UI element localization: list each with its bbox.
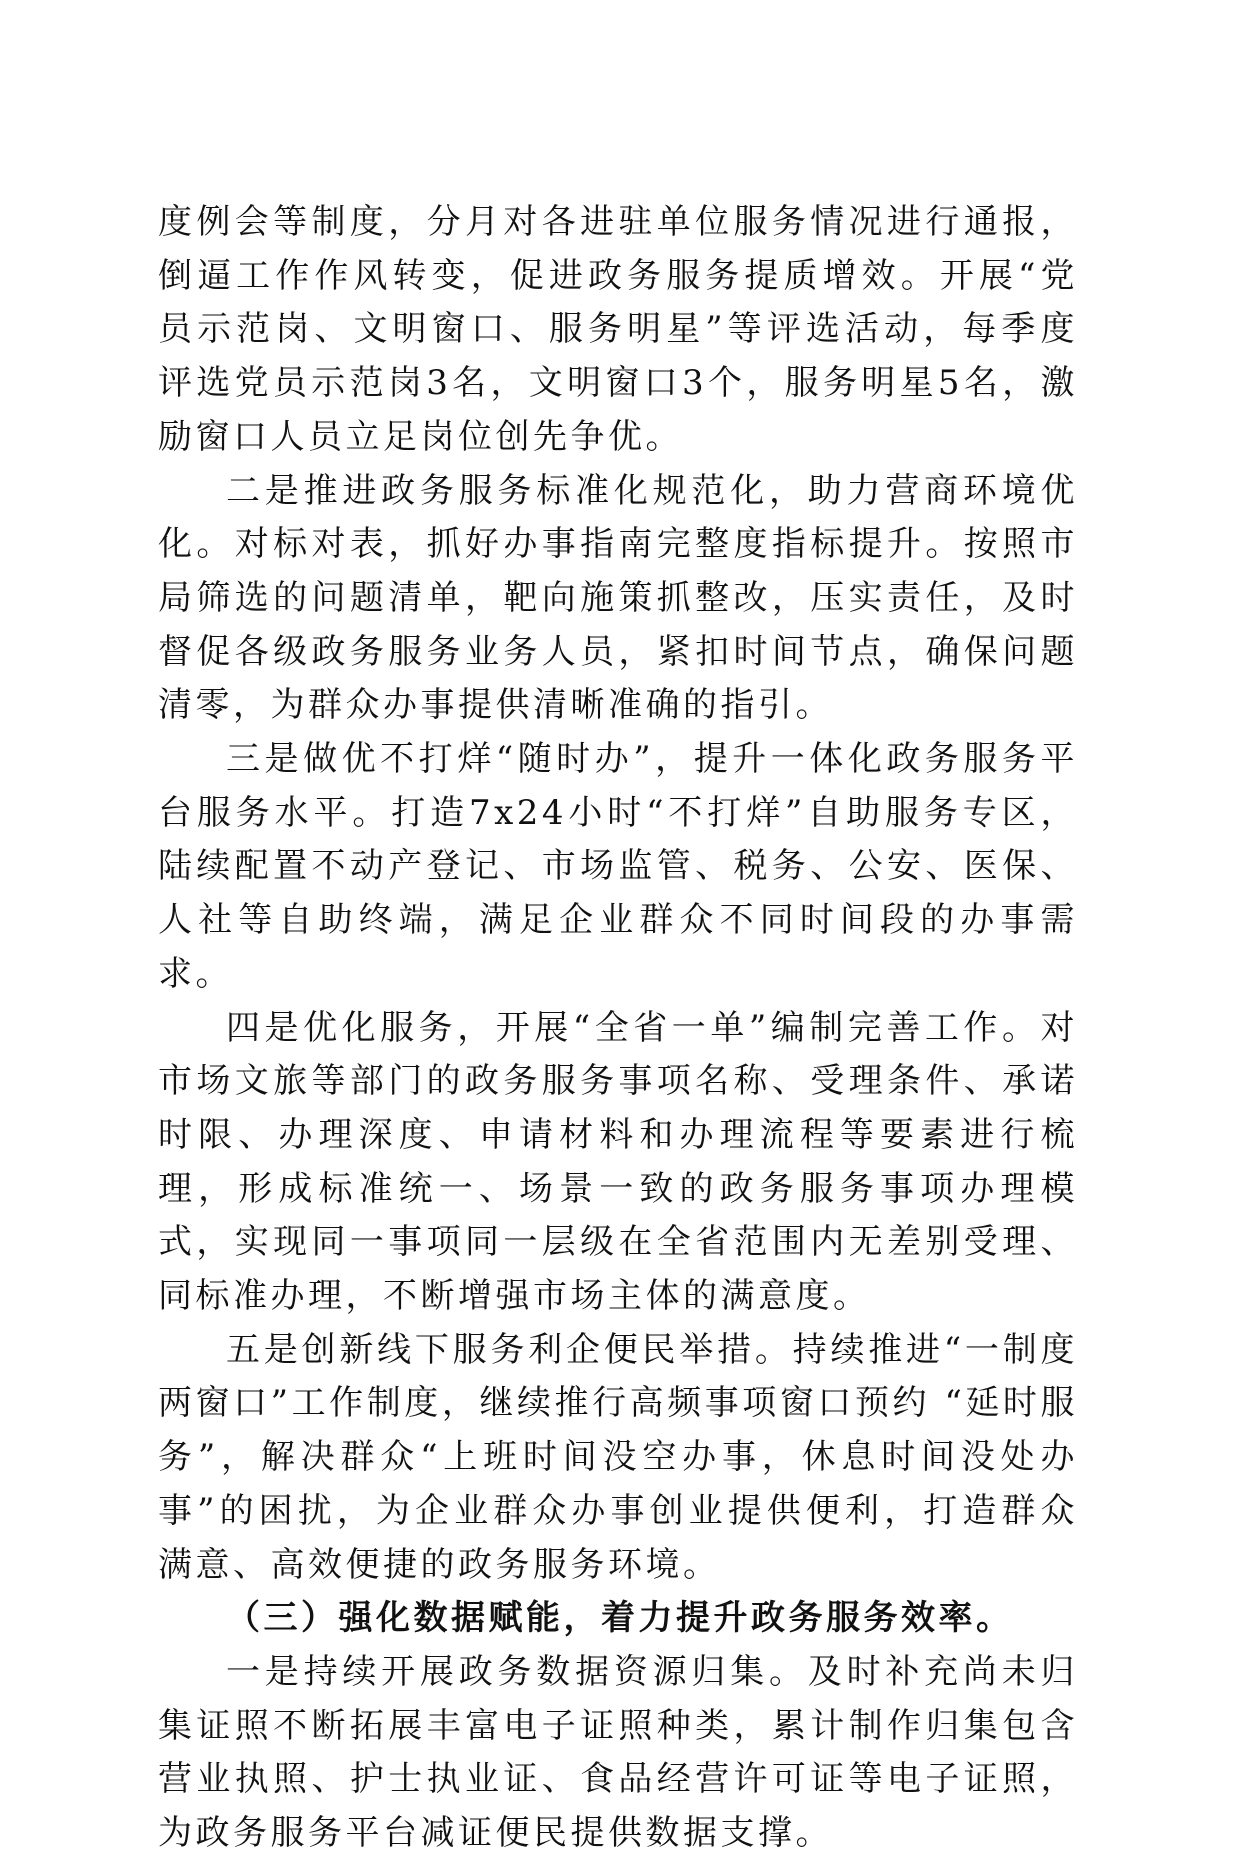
paragraph-offline-service: 五是创新线下服务利企便民举措。持续推进“一制度两窗口”工作制度，继续推行高频事项窗口预约 “延时服务”，解决群众“上班时间没空办事，休息时间没处办事”的困扰，为企业群众办事创业提供便利，打造群众满意、高效便捷的政务服务环境。: [158, 1329, 1078, 1585]
paragraph-province-list: 四是优化服务，开展“全省一单”编制完善工作。对市场文旅等部门的政务服务事项名称、受理条件、承诺时限、办理深度、申请材料和办理流程等要素进行梳理，形成标准统一、场景一致的政务服务事项办理模式，实现同一事项同一层级在全省范围内无差别受理、同标准办理，不断增强市场主体的满意度。: [158, 1007, 1078, 1317]
paragraph-data-collection: 一是持续开展政务数据资源归集。及时补充尚未归集证照不断拓展丰富电子证照种类，累计制作归集包含营业执照、护士执业证、食品经营许可证等电子证照，为政务服务平台减证便民提供数据支撑。: [158, 1651, 1078, 1854]
document-body: [158, 196, 1078, 1861]
paragraph-standardization: 二是推进政务服务标准化规范化，助力营商环境优化。对标对表，抓好办事指南完整度指标提升。按照市局筛选的问题清单，靶向施策抓整改，压实责任，及时督促各级政务服务业务人员，紧扣时间节点，确保问题清零，为群众办事提供清晰准确的指引。: [158, 470, 1078, 726]
paragraph-anytime-service: 三是做优不打烊“随时办”，提升一体化政务服务平台服务水平。打造7x24小时“不打烊”自助服务专区，陆续配置不动产登记、市场监管、税务、公安、医保、人社等自助终端，满足企业群众不同时间段的办事需求。: [158, 739, 1078, 994]
section-heading-data-empowerment: （三）强化数据赋能，着力提升政务服务效率。: [226, 1598, 1014, 1639]
paragraph-continuation: 度例会等制度，分月对各进驻单位服务情况进行通报，倒逼工作作风转变，促进政务服务提质增效。开展“党员示范岗、文明窗口、服务明星”等评选活动，每季度评选党员示范岗3名，文明窗口3个，服务明星5名，激励窗口人员立足岗位创先争优。: [158, 202, 1078, 457]
